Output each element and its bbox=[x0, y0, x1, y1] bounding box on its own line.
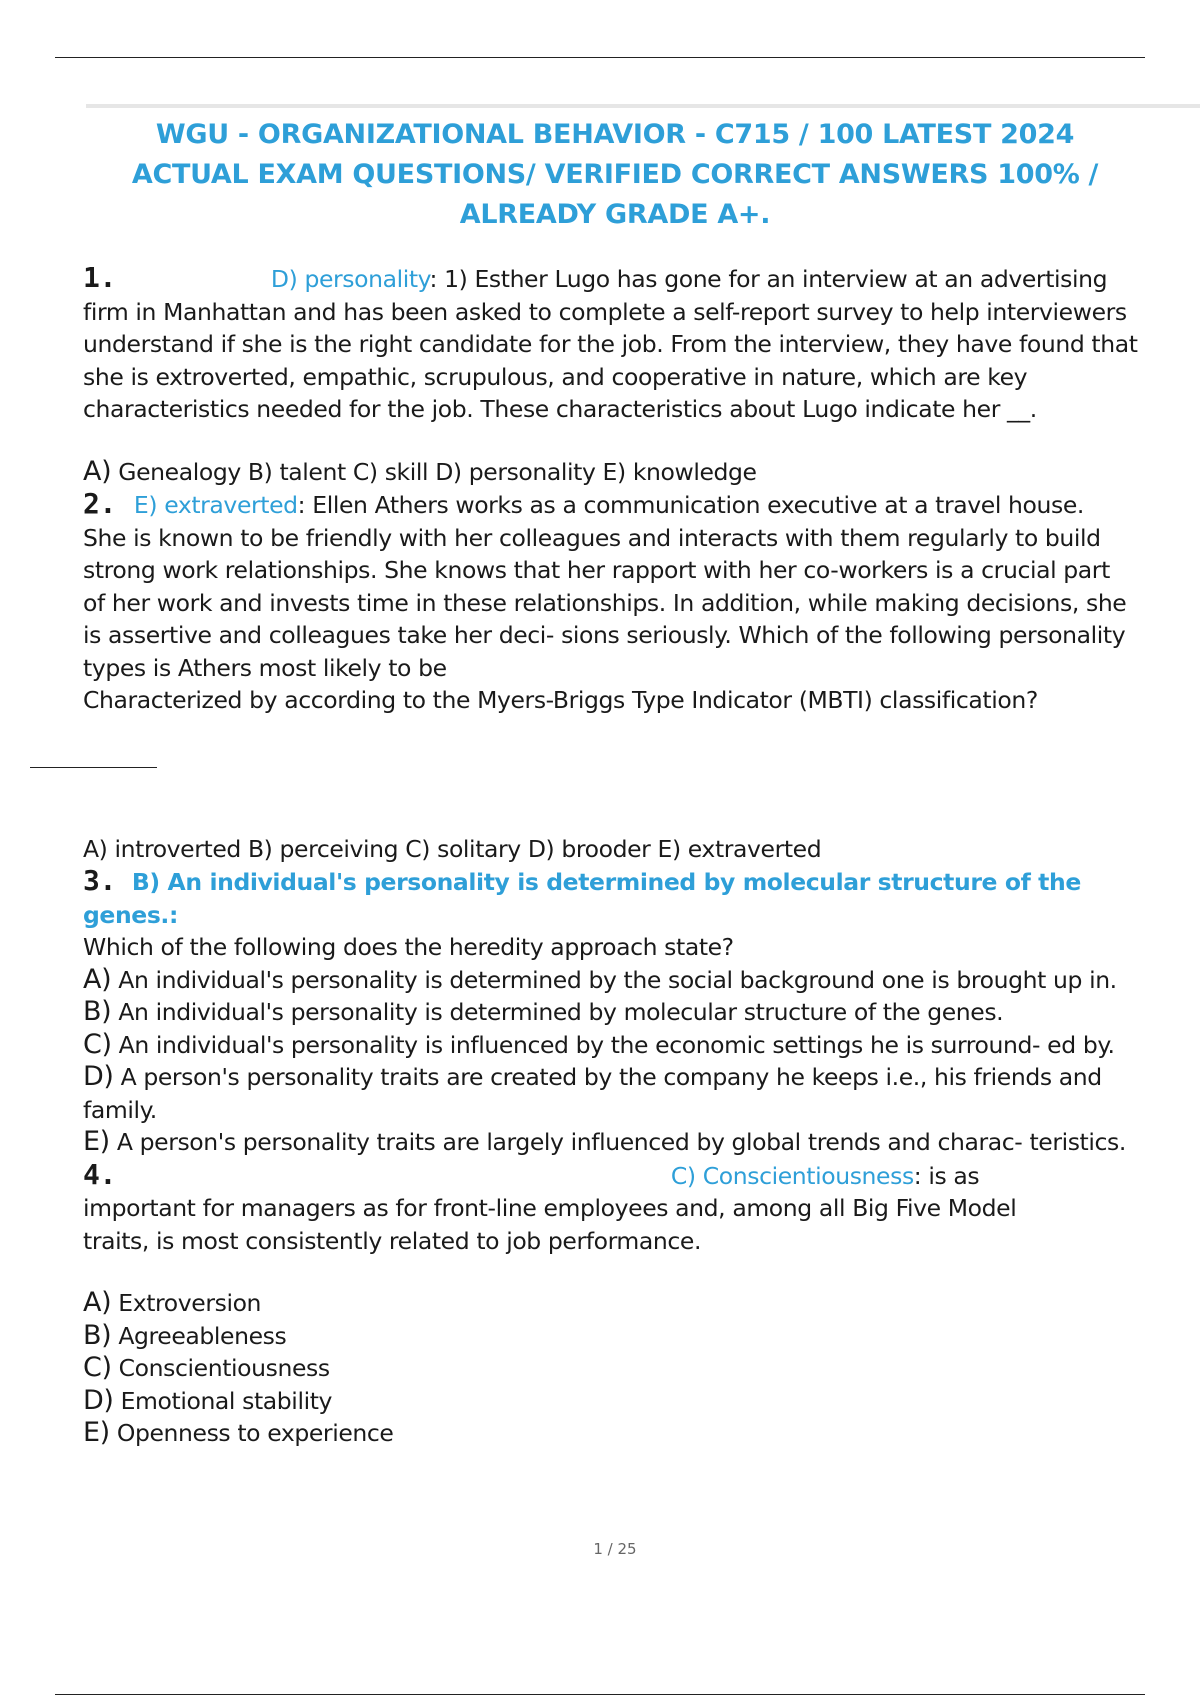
question-text: is assertive and colleagues take her deci- sions seriously. Which of the following personality bbox=[83, 621, 1126, 649]
question-1 bbox=[83, 262, 1143, 296]
option-e bbox=[83, 1417, 1143, 1450]
question-text: traits, is most consistently related to job performance. bbox=[83, 1226, 702, 1255]
option-d-cont bbox=[83, 1094, 1143, 1127]
option-e bbox=[83, 1126, 1143, 1159]
question-number: 2. bbox=[83, 487, 116, 520]
question-text: firm in Manhattan and has been asked to complete a self-report survey to help interviewers bbox=[83, 297, 1127, 326]
option-text: A person's personality traits are created by the company he keeps i.e., his friends and bbox=[113, 1063, 1102, 1091]
page-number: 1 / 25 bbox=[593, 1540, 637, 1558]
top-rule bbox=[55, 57, 1145, 58]
option-b bbox=[83, 1320, 1143, 1353]
question-text: types is Athers most likely to be bbox=[83, 653, 447, 682]
option-letter: E) bbox=[83, 1417, 110, 1448]
document-title bbox=[80, 115, 1150, 235]
question-text: Characterized by according to the Myers-Briggs Type Indicator (MBTI) classification? bbox=[83, 686, 1038, 714]
option-letter: A) bbox=[83, 1287, 112, 1318]
option-text: An individual's personality is determined by molecular structure of the genes. bbox=[111, 998, 1004, 1026]
question-text: she is extroverted, empathic, scrupulous, and cooperative in nature, which are key bbox=[83, 362, 1028, 391]
option-text: Extroversion bbox=[111, 1289, 262, 1317]
option-text: An individual's personality is determined by the social background one is brought up in. bbox=[111, 965, 1117, 994]
option-text: Agreeableness bbox=[111, 1321, 287, 1350]
option-b bbox=[83, 996, 1143, 1029]
questions-body bbox=[83, 262, 1143, 1450]
option-c bbox=[83, 1029, 1143, 1062]
question-text: Which of the following does the heredity approach state? bbox=[83, 933, 734, 961]
option-letter: B) bbox=[83, 1319, 112, 1351]
bottom-rule bbox=[55, 1694, 1145, 1695]
option-letter: A) bbox=[83, 455, 112, 487]
question-text: : Ellen Athers works as a communication executive at a travel house. bbox=[297, 491, 1084, 519]
question-number: 3. bbox=[83, 864, 116, 897]
options-line bbox=[83, 456, 1143, 489]
answer-blank-line bbox=[30, 767, 157, 768]
question-text: She is known to be friendly with her colleagues and interacts with them regularly to build bbox=[83, 523, 1101, 552]
question-text: : 1) Esther Lugo has gone for an interview at an advertising bbox=[429, 265, 1108, 293]
option-d bbox=[83, 1061, 1143, 1094]
option-a bbox=[83, 964, 1143, 997]
title-line-2: ACTUAL EXAM QUESTIONS/ VERIFIED CORRECT ANSWERS 100% / bbox=[131, 159, 1099, 190]
option-letter: C) bbox=[83, 1028, 112, 1060]
answer-label: C) Conscientiousness bbox=[670, 1161, 914, 1190]
answer-label: E) extraverted bbox=[133, 491, 298, 519]
option-letter: D) bbox=[83, 1384, 114, 1416]
answer-label: B) An individual's personality is determined by molecular structure of the genes.: bbox=[83, 868, 1081, 929]
question-text: important for managers as for front-line employees and, among all Big Five Model bbox=[83, 1194, 1017, 1222]
question-3 bbox=[83, 865, 1143, 931]
option-a bbox=[83, 1287, 1143, 1320]
question-text: strong work relationships. She knows that her rapport with her co-workers is a crucial part bbox=[83, 556, 1110, 584]
option-d bbox=[83, 1385, 1143, 1418]
option-text: Conscientiousness bbox=[111, 1354, 330, 1382]
question-text: of her work and invests time in these relationships. In addition, while making decisions, she bbox=[83, 588, 1127, 617]
option-letter: A) bbox=[83, 963, 112, 995]
title-line-3: ALREADY GRADE A+. bbox=[459, 199, 771, 230]
question-number: 4. bbox=[83, 1157, 116, 1191]
question-text: : is as bbox=[913, 1161, 980, 1190]
options-line: A) introverted B) perceiving C) solitary D) brooder E) extraverted bbox=[83, 834, 822, 863]
option-text: Openness to experience bbox=[109, 1419, 394, 1447]
header-underline bbox=[86, 104, 1200, 108]
option-letter: B) bbox=[83, 996, 112, 1027]
title-line-1: WGU - ORGANIZATIONAL BEHAVIOR - C715 / 100 LATEST 2024 bbox=[155, 119, 1075, 150]
question-2 bbox=[83, 488, 1143, 522]
option-letter: D) bbox=[83, 1061, 114, 1092]
option-text: An individual's personality is influenced by the economic settings he is surround- ed by. bbox=[111, 1030, 1115, 1059]
question-text: characteristics needed for the job. These characteristics about Lugo indicate her __. bbox=[83, 395, 1037, 423]
option-letter: C) bbox=[83, 1352, 112, 1383]
question-text: understand if she is the right candidate for the job. From the interview, they have found that bbox=[83, 330, 1138, 358]
option-text: A person's personality traits are largely influenced by global trends and charac- teristics. bbox=[109, 1128, 1126, 1156]
option-text: family. bbox=[83, 1095, 157, 1124]
option-text: Emotional stability bbox=[113, 1386, 333, 1415]
option-letter: E) bbox=[83, 1126, 110, 1157]
options-text: Genealogy B) talent C) skill D) personality E) knowledge bbox=[111, 457, 757, 486]
answer-label: D) personality bbox=[270, 265, 430, 293]
question-4 bbox=[83, 1159, 1143, 1193]
question-number: 1. bbox=[83, 261, 116, 294]
option-c bbox=[83, 1352, 1143, 1385]
